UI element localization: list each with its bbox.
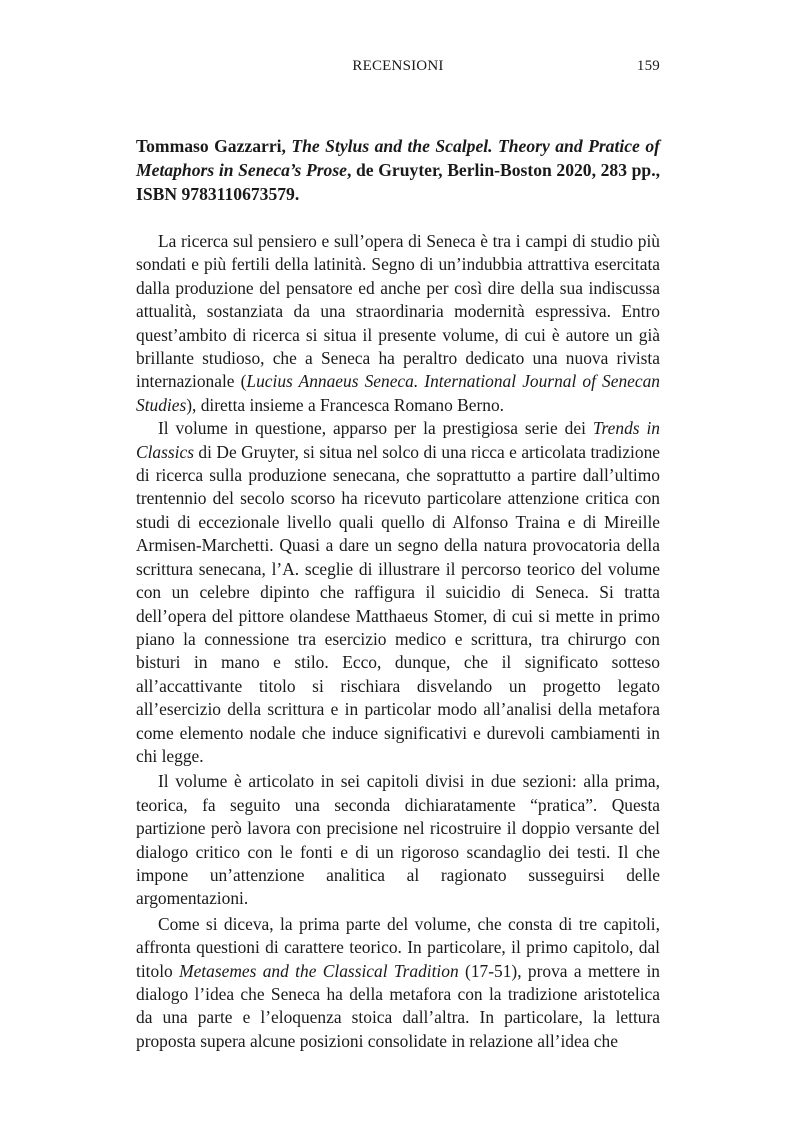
paragraph-4-text-b: (17-51), prova a mettere in dialogo l’idea che Seneca ha della metafora con la tradizione aristotelica da una parte e l’eloquenza stoica dall’altra. In particolare, la lettura proposta supera alcune posizioni consolidate in relazione all’idea che [136,960,660,1051]
running-head [136,58,660,78]
paragraph-4-text-a: Come si diceva, la prima parte del volume, che consta di tre capitoli, affronta questioni di carattere teorico. In particolare, il primo capitolo, dal titolo [136,913,660,981]
series-title: Trends in Classics [136,418,660,462]
paragraph-2 [136,417,660,768]
running-title: RECENSIONI [352,58,444,74]
paragraph-1 [136,230,660,417]
paragraph-1-text-a: La ricerca sul pensiero e sull’opera di Seneca è tra i campi di studio più sondati e più fertili della latinità. Segno di un’indubbia attrattiva esercitata dalla produzione del pensatore ed anche per così dire della sua indiscussa attualità, sostanziata da una straordinaria modernità espressiva. Entro quest’ambito di ricerca si situa il presente volume, di cui è autore un già brillante studioso, che a Seneca ha peraltro dedicato una nuova rivista internazionale ( [136,231,660,392]
journal-title: Lucius Annaeus Seneca. International Journal of Senecan Studies [136,371,660,415]
paragraph-2-text-a: Il volume in questione, apparso per la prestigiosa serie dei [158,418,593,439]
review-publication-details: , de Gruyter, Berlin-Boston 2020, 283 pp., ISBN 9783110673579. [136,160,660,204]
page-number: 159 [636,58,660,74]
paragraph-1-text-b: ), diretta insieme a Francesca Romano Berno. [186,394,505,415]
review-book-title: The Stylus and the Scalpel. Theory and Pratice of Metaphors in Seneca’s Prose [136,136,660,180]
paragraph-2-text-b: di De Gruyter, si situa nel solco di una ricca e articolata tradizione di ricerca sulla produzione senecana, che soprattutto a partire dall’ultimo trentennio del secolo scorso ha ricevuto particolare attenzione critica con studi di eccezionale livello quali quello di Alfonso Traina e di Mireille Armisen-Marchetti. Quasi a dare un segno della natura provocatoria della scrittura senecana, l’A. sceglie di illustrare il percorso teorico del volume con un celebre dipinto che raffigura il suicidio di Seneca. Si tratta dell’opera del pittore olandese Matthaeus Stomer, di cui si mette in primo piano la connessione tra esercizio medico e scrittura, tra chirurgo con bisturi in mano e stilo. Ecco, dunque, che il significato sotteso all’accattivante titolo si rischiara disvelando un progetto legato all’esercizio della scrittura e in particolar modo all’analisi della metafora come elemento nodale che induce significativi e durevoli cambiamenti in chi legge. [136,441,660,766]
paragraph-4 [136,913,660,1053]
review-body [136,230,660,1053]
review-book-header [136,134,660,206]
paragraph-3: Il volume è articolato in sei capitoli divisi in due sezioni: alla prima, teorica, fa seguito una seconda dichiaratamente “pratica”. Questa partizione però lavora con precisione nel ricostruire il doppio versante del dialogo critico con le fonti e di un rigoroso scandaglio dei testi. Il che impone un’attenzione analitica al ragionato susseguirsi delle argomentazioni. [136,771,660,909]
chapter-title: Metasemes and the Classical Tradition [179,960,459,981]
review-author: Tommaso Gazzarri, [136,136,286,156]
